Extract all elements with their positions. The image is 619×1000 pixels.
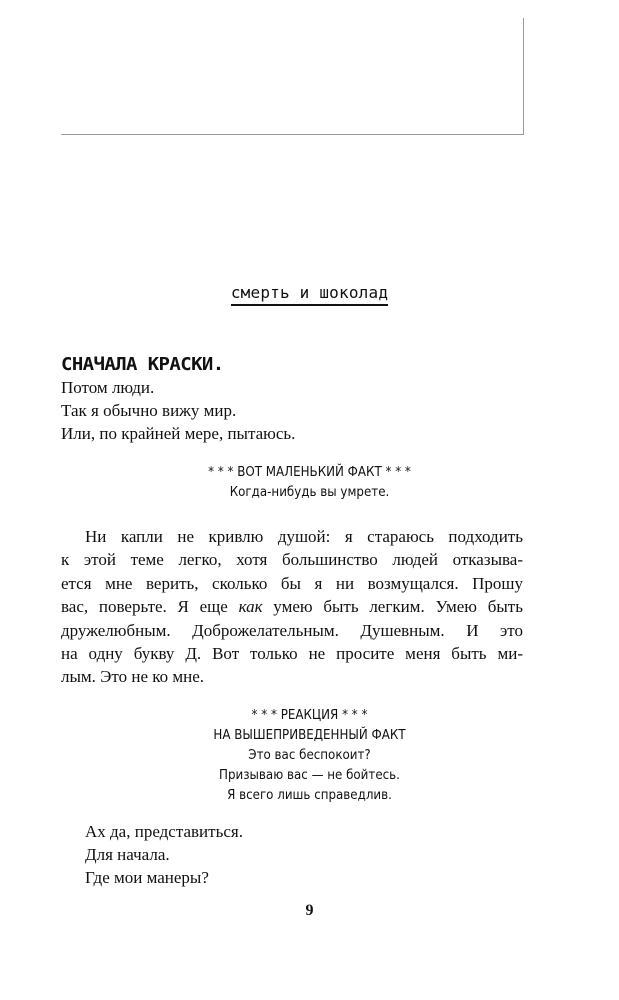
outro-line: Ах да, представиться. bbox=[85, 822, 243, 841]
paragraph-line bbox=[61, 595, 523, 618]
fact-text: Призываю вас — не бойтесь. bbox=[219, 767, 400, 783]
outro-line: Для начала. bbox=[85, 845, 170, 864]
fact-heading: НА ВЫШЕПРИВЕДЕННЫЙ ФАКТ bbox=[213, 727, 406, 743]
paragraph-line: Ни капли не кривлю душой: я стараюсь подходить bbox=[85, 527, 523, 546]
paragraph-line: лым. Это не ко мне. bbox=[61, 667, 205, 687]
fact-block-one bbox=[37, 462, 582, 502]
fact-block-two bbox=[37, 705, 582, 805]
paragraph-line: ется мне верить, сколько бы я ни возмущался. Прошу bbox=[61, 573, 523, 593]
lead-heading: СНАЧАЛА КРАСКИ. bbox=[61, 354, 224, 375]
fact-text: Это вас беспокоит? bbox=[248, 747, 371, 763]
paragraph-text: вас, поверьте. Я еще bbox=[61, 597, 239, 617]
outro-line: Где мои манеры? bbox=[85, 868, 209, 887]
emphasis-text: как bbox=[238, 597, 263, 617]
chapter-title-text: смерть и шоколад bbox=[231, 283, 388, 306]
paragraph-line: к этой теме легко, хотя большинство людей отказыва- bbox=[61, 550, 523, 570]
fact-text: Я всего лишь справедлив. bbox=[227, 787, 392, 803]
fact-text: Когда-нибудь вы умрете. bbox=[229, 484, 390, 500]
chapter-title bbox=[0, 283, 619, 306]
body-paragraph bbox=[61, 525, 523, 689]
page-number: 9 bbox=[305, 902, 314, 919]
intro-line: Так я обычно вижу мир. bbox=[61, 401, 237, 420]
outro-lines bbox=[85, 820, 243, 889]
fact-heading: * * * РЕАКЦИЯ * * * bbox=[251, 707, 368, 723]
intro-lines bbox=[61, 376, 295, 445]
header-image-frame bbox=[61, 18, 524, 135]
paragraph-line: на одну букву Д. Вот только не просите меня быть ми- bbox=[61, 644, 523, 664]
paragraph-line: дружелюбным. Доброжелательным. Душевным. И это bbox=[61, 620, 523, 640]
fact-heading: * * * ВОТ МАЛЕНЬКИЙ ФАКТ * * * bbox=[208, 464, 411, 480]
intro-line: Потом люди. bbox=[61, 378, 155, 397]
intro-line: Или, по крайней мере, пытаюсь. bbox=[61, 424, 296, 443]
paragraph-text: умею быть легким. Умею быть bbox=[262, 597, 523, 617]
